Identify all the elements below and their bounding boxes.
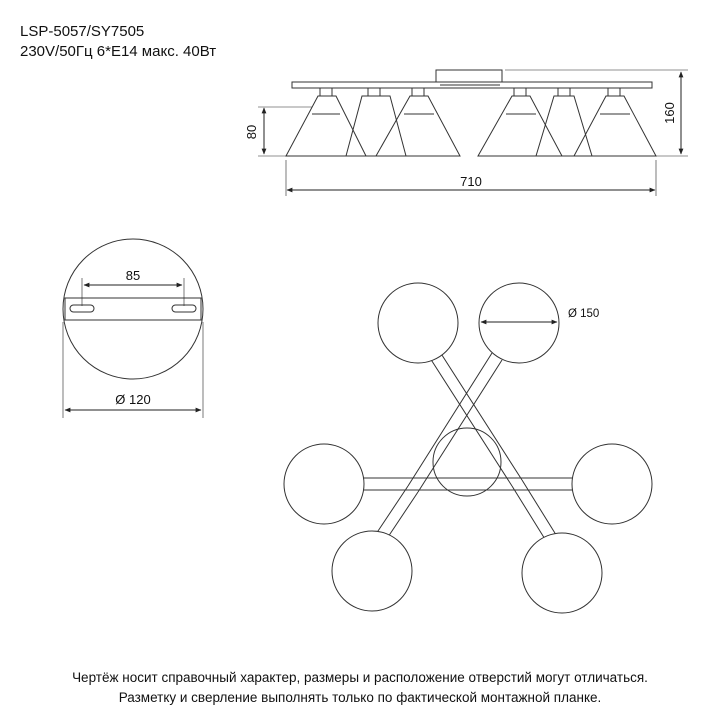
dim-total-width: 710 xyxy=(460,174,482,189)
mount-strip xyxy=(65,298,201,320)
mount-circle xyxy=(63,239,203,379)
side-shades xyxy=(286,88,656,156)
globe-top-right xyxy=(479,283,559,363)
footer-note xyxy=(0,668,720,708)
top-arms xyxy=(356,352,580,544)
globe-left xyxy=(284,444,364,524)
footer-line-1: Чертёж носит справочный характер, размеры и расположение отверстий могут отличаться. xyxy=(72,670,648,685)
top-view xyxy=(284,283,652,613)
dim-mount-holes: 85 xyxy=(125,268,141,283)
dim-shade-height: 80 xyxy=(244,124,259,140)
globe-bottom-left xyxy=(332,531,412,611)
globe-bottom-right xyxy=(522,533,602,613)
side-base xyxy=(436,70,502,82)
side-view xyxy=(286,70,656,156)
dim-mount-diameter: Ø 120 xyxy=(115,392,151,407)
spec-line: 230V/50Гц 6*E14 макс. 40Вт xyxy=(20,43,217,60)
globe-right xyxy=(572,444,652,524)
mount-hole-right xyxy=(172,305,196,312)
top-canopy xyxy=(433,428,501,496)
dim-shade-diameter: Ø 150 xyxy=(568,308,600,320)
mount-plate xyxy=(63,239,203,379)
mount-hole-left xyxy=(70,305,94,312)
model-title: LSP-5057/SY7505 xyxy=(20,23,145,40)
dim-total-height: 160 xyxy=(662,102,677,124)
footer-line-2: Разметку и сверление выполнять только по фактической монтажной планке. xyxy=(118,690,602,705)
globe-top-left xyxy=(378,283,458,363)
